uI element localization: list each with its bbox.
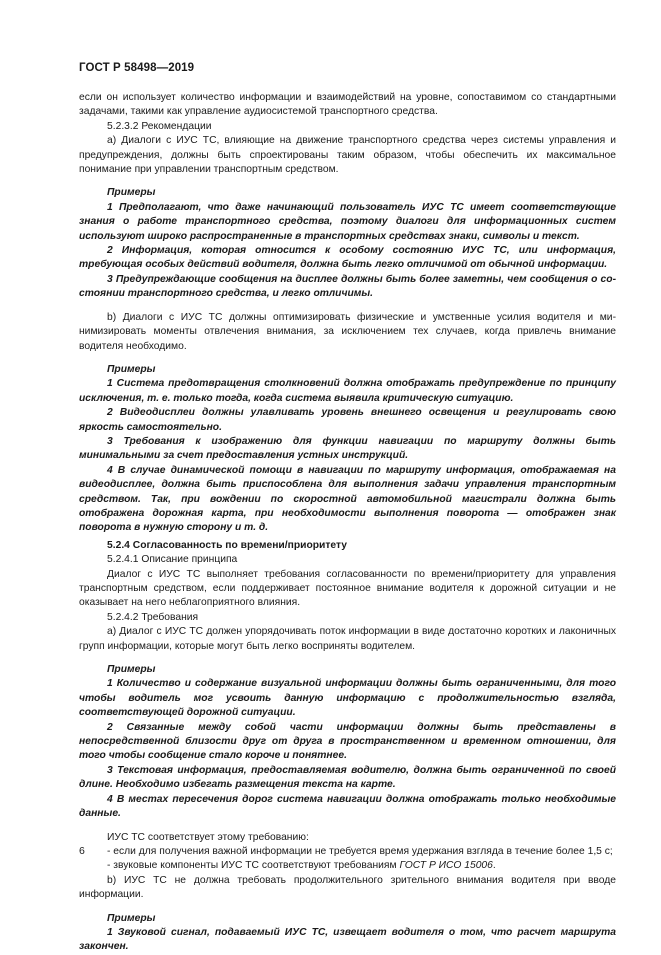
subsection-heading: 5.2.3.2 Рекомендации [107,120,212,132]
paragraph: Диалог с ИУС ТС выполняет требования согласованности по времени/приоритету для управления транспортным средством, если поддерживает постоянное внимание водителя к дорожной ситуации и не оказывает на него неблагоприятного влияния. [79,568,616,609]
examples-heading: Примеры [107,187,156,199]
examples-heading: Примеры [107,912,156,924]
paragraph: b) ИУС ТС не должна требовать продолжительного зрительного внимания водителя при вводе информации. [79,874,616,901]
list-item: - если для получения важной информации не требуется время удержания взгляда в течение более 1,5 с; [107,845,613,857]
example-item: 1 Предполагают, что даже начинающий пользователь ИУС ТС имеет соответствующие знания о работе транспортного средства, поэтому диалоги для информационных систем используют широко распространенные в транспортных средствах знаки, символы и текст. [79,201,616,242]
list-item-text: - звуковые компоненты ИУС ТС соответствуют требованиям [107,860,400,872]
example-item: 3 Требования к изображению для функции навигации по маршруту должны быть минимальными за счет предоставления устных инструкций. [79,435,616,462]
examples-heading: Примеры [107,664,156,676]
example-item: 2 Информация, которая относится к особому состоянию ИУС ТС, или информация, требующая особых действий водителя, должна быть легко отличимой от обычной информации. [79,245,616,271]
example-item: 1 Количество и содержание визуальной информации должны быть ограниченными, для того чтобы водитель мог усвоить данную информацию с продолжительностью взгляда, соответствующей дорожной ситуации. [79,678,616,719]
example-item: 1 Система предотвращения столкновений должна отображать предупреждение по принципу исключения, т. е. только тогда, когда система выявила критическую ситуацию. [79,378,616,404]
subsection-heading: 5.2.4.1 Описание принципа [107,554,238,566]
paragraph: а) Диалоги с ИУС ТС, влияющие на движение транспортного средства через системы управления и предупреждения, должны быть спроектированы таким образом, чтобы обеспечить их максимальное понимание при управлении транспортным средством. [79,135,616,176]
paragraph: ИУС ТС соответствует этому требованию: [107,831,309,843]
page-number: 6 [79,845,85,857]
example-item: 4 В случае динамической помощи в навигации по маршруту информация, отображаемая на видеодисплее, должна быть приспособлена для выполнения задачи управления транспортным средством. Так, при вождении по скоростной автомобильной магистрали должна быть отображена дорожная карта, при необходимости выполнения поворота — отображен знак поворота в нужную сторону и т. д. [79,464,616,534]
example-item: 3 Предупреждающие сообщения на дисплее должны быть более заметны, чем сообщения о состоянии транспортного средства, и легко отличимы. [79,273,616,300]
example-item: 1 Звуковой сигнал, подаваемый ИУС ТС, извещает водителя о том, что расчет маршрута закончен. [79,926,616,953]
example-item: 2 Связанные между собой части информации должны быть представлены в непосредственной близости друг от друга в пространственном и временном отношении, для того чтобы сообщение стало короче и понятнее. [79,721,616,762]
examples-heading: Примеры [107,363,156,375]
example-item: 4 В местах пересечения дорог система навигации должна отображать только необходимые данные. [79,793,616,820]
paragraph: b) Диалоги с ИУС ТС должны оптимизировать физические и умственные усилия водителя и минимизировать моменты отвлечения внимания, за исключением тех случаев, когда привлечь внимание водителя необходимо. [79,311,616,352]
example-item: 2 Видеодисплеи должны улавливать уровень внешнего освещения и регулировать свою яркость самостоятельно. [79,407,616,433]
list-item-end: . [492,860,496,872]
paragraph: если он использует количество информации и взаимодействий на уровне, сопоставимом со стандартными задачами, такими как управление аудиосистемой транспортного средства. [79,92,616,118]
document-header: ГОСТ Р 58498—2019 [79,62,195,74]
list-item [79,859,616,873]
example-item: 3 Текстовая информация, предоставляемая водителю, должна быть ограниченной по своей длине. Необходимо избегать размещения текста на карте. [79,764,616,791]
document-body [79,91,616,955]
subsection-heading: 5.2.4.2 Требования [107,611,199,623]
paragraph: а) Диалог с ИУС ТС должен упорядочивать поток информации в виде достаточно коротких и лаконичных групп информации, которые могут быть легко восприняты водителем. [79,626,616,652]
section-heading: 5.2.4 Согласованность по времени/приоритету [107,539,348,551]
standard-reference: ГОСТ Р ИСО 15006 [399,860,493,872]
